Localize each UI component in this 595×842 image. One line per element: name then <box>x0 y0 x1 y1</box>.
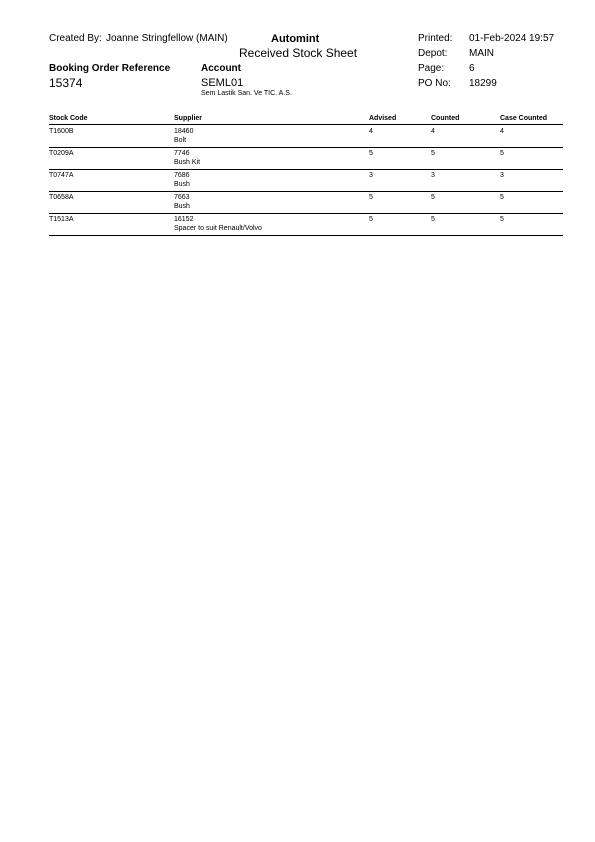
supplier-code: 16152 <box>174 216 194 223</box>
created-by-value: Joanne Stringfellow (MAIN) <box>106 33 228 44</box>
booking-ref-label: Booking Order Reference <box>49 63 171 74</box>
supplier-code: 7663 <box>174 194 190 201</box>
row-divider <box>49 191 563 192</box>
supplier-code: 7746 <box>174 150 190 157</box>
advised-qty: 5 <box>369 216 373 223</box>
header-divider <box>49 124 563 125</box>
counted-qty: 5 <box>431 194 435 201</box>
po-label: PO No: <box>418 78 451 89</box>
supplier-code: 7686 <box>174 172 190 179</box>
page-label: Page: <box>418 63 445 74</box>
case-counted-qty: 5 <box>500 194 504 201</box>
counted-qty: 4 <box>431 128 435 135</box>
account-label: Account <box>201 63 241 74</box>
counted-qty: 5 <box>431 216 435 223</box>
col-header-counted: Counted <box>431 115 460 122</box>
counted-qty: 5 <box>431 150 435 157</box>
counted-qty: 3 <box>431 172 435 179</box>
col-header-case-counted: Case Counted <box>500 115 548 122</box>
col-header-stock-code: Stock Code <box>49 115 88 122</box>
row-divider <box>49 169 563 170</box>
stock-code: T0209A <box>49 150 74 157</box>
row-divider <box>49 213 563 214</box>
advised-qty: 4 <box>369 128 373 135</box>
case-counted-qty: 4 <box>500 128 504 135</box>
case-counted-qty: 5 <box>500 216 504 223</box>
advised-qty: 5 <box>369 150 373 157</box>
account-name: Sem Lastik San. Ve TIC. A.S. <box>201 90 292 97</box>
stock-code: T0658A <box>49 194 74 201</box>
stock-code: T0747A <box>49 172 74 179</box>
col-header-advised: Advised <box>369 115 397 122</box>
stock-code: T1600B <box>49 128 74 135</box>
col-header-supplier: Supplier <box>174 115 203 122</box>
case-counted-qty: 3 <box>500 172 504 179</box>
printed-value: 01-Feb-2024 19:57 <box>469 33 555 44</box>
booking-ref-value: 15374 <box>49 76 83 90</box>
case-counted-qty: 5 <box>500 150 504 157</box>
item-description: Spacer to suit Renault/Volvo <box>174 225 262 232</box>
advised-qty: 5 <box>369 194 373 201</box>
po-value: 18299 <box>469 78 497 89</box>
item-description: Bush <box>174 203 190 210</box>
depot-label: Depot: <box>418 48 448 59</box>
item-description: Bush Kit <box>174 159 201 166</box>
advised-qty: 3 <box>369 172 373 179</box>
row-divider <box>49 235 563 236</box>
page-value: 6 <box>469 63 475 74</box>
sheet-title: Received Stock Sheet <box>239 46 358 60</box>
depot-value: MAIN <box>469 48 494 59</box>
row-divider <box>49 147 563 148</box>
stock-code: T1513A <box>49 216 74 223</box>
created-by-label: Created By: <box>49 33 102 44</box>
printed-label: Printed: <box>418 33 453 44</box>
company-name: Automint <box>271 33 320 45</box>
supplier-code: 18460 <box>174 128 194 135</box>
item-description: Bush <box>174 181 190 188</box>
account-code: SEML01 <box>201 77 244 89</box>
item-description: Bolt <box>174 137 187 144</box>
